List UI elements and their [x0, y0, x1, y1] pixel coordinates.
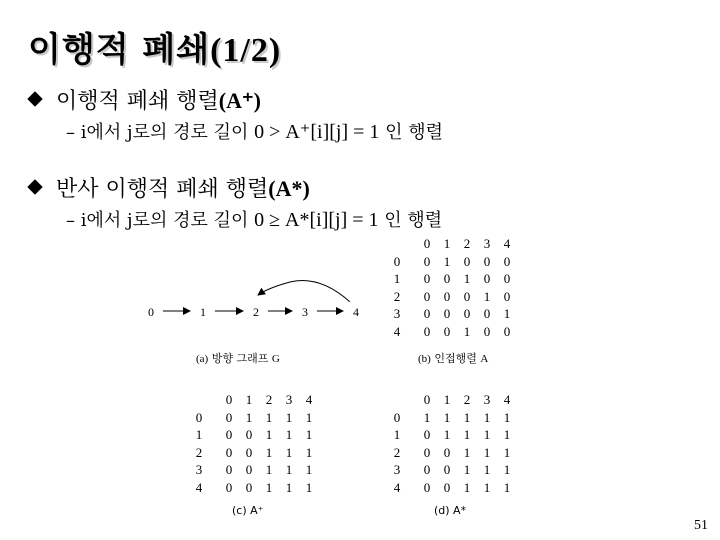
matrix-cell: 1 [503, 427, 511, 442]
matrix-cell: 1 [483, 409, 491, 425]
matrix-cell: 0 [463, 288, 471, 304]
matrix-cell: 1 [305, 462, 313, 477]
matrix-cell: 1 [265, 462, 273, 477]
sub-item-2-text-b: 인 행렬 [384, 210, 443, 231]
graph-node-4: 4 [344, 300, 368, 324]
caption-b-text: 인접행렬 [434, 352, 477, 365]
matrix-cell: 1 [285, 462, 293, 477]
graph-node-1: 1 [191, 300, 215, 324]
matrix-cell: 1 [483, 479, 491, 495]
bullet-item-2-text: 반사 이행적 폐쇄 행렬 [56, 177, 269, 202]
matrix-cell: 0 [423, 444, 431, 460]
matrix-cell: 0 [443, 288, 451, 304]
matrix-cell: 0 [423, 288, 431, 304]
matrix-cell: 1 [305, 479, 313, 495]
sub-item-1-text-a: i에서 j로의 경로 길이 [80, 122, 249, 143]
matrix-cell: 1 [285, 444, 293, 460]
matrix-cell: 0 [225, 462, 233, 477]
matrix-col-header: 2 [265, 392, 273, 407]
matrix-row-header: 0 [393, 253, 401, 269]
matrix-row-header: 4 [195, 479, 203, 495]
matrix-cell: 0 [503, 271, 511, 286]
matrix-cell: 0 [483, 323, 491, 339]
matrix-cell: 0 [423, 306, 431, 321]
matrix-row-header: 0 [195, 409, 203, 425]
matrix-cell: 1 [463, 271, 471, 286]
dash-marker: – [66, 122, 81, 143]
sub-item-2-text-a: i에서 j로의 경로 길이 [80, 210, 249, 231]
matrix-cell: 0 [423, 323, 431, 339]
matrix-cell: 1 [265, 427, 273, 442]
matrix-cell: 0 [483, 271, 491, 286]
matrix-cell: 1 [503, 444, 511, 460]
matrix-row-header: 4 [393, 479, 401, 495]
matrix-row-header: 1 [195, 427, 203, 442]
graph-node-2: 2 [244, 300, 268, 324]
matrix-row-header: 4 [393, 323, 401, 339]
matrix-row-header: 3 [393, 462, 401, 477]
matrix-cell: 0 [443, 306, 451, 321]
matrix-cell: 1 [463, 427, 471, 442]
graph-node-3: 3 [293, 300, 317, 324]
matrix-cell: 1 [265, 444, 273, 460]
matrix-row-header: 1 [393, 271, 401, 286]
matrix-cell: 0 [503, 288, 511, 304]
matrix-col-header: 1 [245, 392, 253, 407]
matrix-cell: 1 [245, 409, 253, 425]
matrix-cell: 0 [423, 253, 431, 269]
matrix-col-header: 4 [503, 236, 511, 251]
matrix-cell: 1 [285, 479, 293, 495]
caption-b-var: A [480, 353, 489, 365]
matrix-cell: 0 [225, 409, 233, 425]
matrix-cell: 1 [305, 409, 313, 425]
matrix-cell: 1 [463, 479, 471, 495]
matrix-cell: 0 [483, 306, 491, 321]
matrix-cell: 0 [225, 427, 233, 442]
matrix-cell: 0 [443, 462, 451, 477]
adjacency-matrix-b [390, 236, 511, 339]
matrix-cell: 0 [443, 444, 451, 460]
bullet-item-1-text: 이행적 폐쇄 행렬 [56, 89, 219, 114]
closure-matrix-d [390, 392, 511, 495]
matrix-cell: 1 [503, 479, 511, 495]
matrix-row-header: 2 [195, 444, 203, 460]
matrix-row-header: 1 [393, 427, 401, 442]
matrix-cell: 1 [265, 479, 273, 495]
matrix-cell: 0 [503, 253, 511, 269]
sub-item-2-formula: 0 ≥ A*[i][j] = 1 [254, 209, 379, 231]
matrix-cell: 1 [305, 444, 313, 460]
matrix-cell: 0 [443, 323, 451, 339]
matrix-col-header: 4 [305, 392, 313, 407]
matrix-cell: 1 [463, 409, 471, 425]
matrix-col-header: 1 [443, 236, 451, 251]
bullet-item-2-formula: (A*) [268, 176, 310, 201]
matrix-col-header: 0 [423, 236, 431, 251]
matrix-cell: 1 [443, 409, 451, 425]
edge-4-2 [258, 281, 350, 302]
caption-a-var: G [271, 353, 280, 365]
page-number: 51 [694, 518, 708, 533]
matrix-cell: 1 [443, 427, 451, 442]
sub-item-1-formula: 0 > A⁺[i][j] = 1 [254, 121, 380, 143]
matrix-cell: 0 [225, 444, 233, 460]
matrix-col-header: 4 [503, 392, 511, 407]
matrix-cell: 1 [443, 253, 451, 269]
caption-a-prefix: (a) [196, 353, 209, 365]
matrix-cell: 0 [503, 323, 511, 339]
matrix-col-header: 0 [423, 392, 431, 407]
matrix-cell: 0 [423, 462, 431, 477]
matrix-cell: 0 [443, 271, 451, 286]
caption-b [418, 350, 488, 366]
sub-item-1-text-b: 인 행렬 [385, 122, 444, 143]
matrix-row-header: 3 [393, 306, 401, 321]
dash-marker: – [66, 210, 81, 231]
matrix-cell: 0 [443, 479, 451, 495]
matrix-cell: 1 [463, 323, 471, 339]
matrix-col-header: 1 [443, 392, 451, 407]
matrix-cell: 1 [305, 427, 313, 442]
closure-matrix-c [192, 392, 313, 495]
matrix-cell: 0 [463, 253, 471, 269]
matrix-cell: 1 [483, 427, 491, 442]
caption-b-prefix: (b) [418, 353, 431, 365]
matrix-cell: 1 [503, 306, 511, 321]
matrix-row-header: 2 [393, 288, 401, 304]
matrix-cell: 1 [483, 288, 491, 304]
matrix-cell: 1 [463, 444, 471, 460]
matrix-cell: 1 [503, 409, 511, 425]
matrix-cell: 1 [285, 409, 293, 425]
matrix-col-header: 3 [483, 236, 491, 251]
matrix-col-header: 3 [285, 392, 293, 407]
matrix-row-header: 2 [393, 444, 401, 460]
matrix-col-header: 0 [225, 392, 233, 407]
matrix-cell: 0 [245, 444, 253, 460]
matrix-cell: 1 [503, 462, 511, 477]
bullet-item-1-formula: (A⁺) [218, 88, 261, 113]
matrix-cell: 0 [423, 271, 431, 286]
graph-node-0: 0 [139, 300, 163, 324]
matrix-cell: 0 [463, 306, 471, 321]
matrix-cell: 0 [423, 427, 431, 442]
caption-a-text: 방향 그래프 [211, 352, 269, 365]
matrix-row-header: 0 [393, 409, 401, 425]
matrix-cell: 1 [423, 409, 431, 425]
caption-d: (d) A* [434, 504, 467, 517]
slide-title-main: 이행적 폐쇄 [28, 30, 211, 70]
matrix-cell: 1 [463, 462, 471, 477]
matrix-col-header: 2 [463, 392, 471, 407]
matrix-cell: 0 [423, 479, 431, 495]
matrix-cell: 1 [483, 462, 491, 477]
matrix-cell: 1 [285, 427, 293, 442]
caption-c: (c) A⁺ [232, 504, 264, 517]
slide-title-part: (1/2) [210, 32, 282, 69]
matrix-row-header: 3 [195, 462, 203, 477]
matrix-cell: 0 [245, 427, 253, 442]
matrix-cell: 0 [483, 253, 491, 269]
matrix-cell: 1 [265, 409, 273, 425]
matrix-cell: 0 [225, 479, 233, 495]
matrix-cell: 0 [245, 462, 253, 477]
caption-a [196, 350, 280, 366]
matrix-cell: 1 [483, 444, 491, 460]
matrix-cell: 0 [245, 479, 253, 495]
matrix-col-header: 3 [483, 392, 491, 407]
matrix-col-header: 2 [463, 236, 471, 251]
